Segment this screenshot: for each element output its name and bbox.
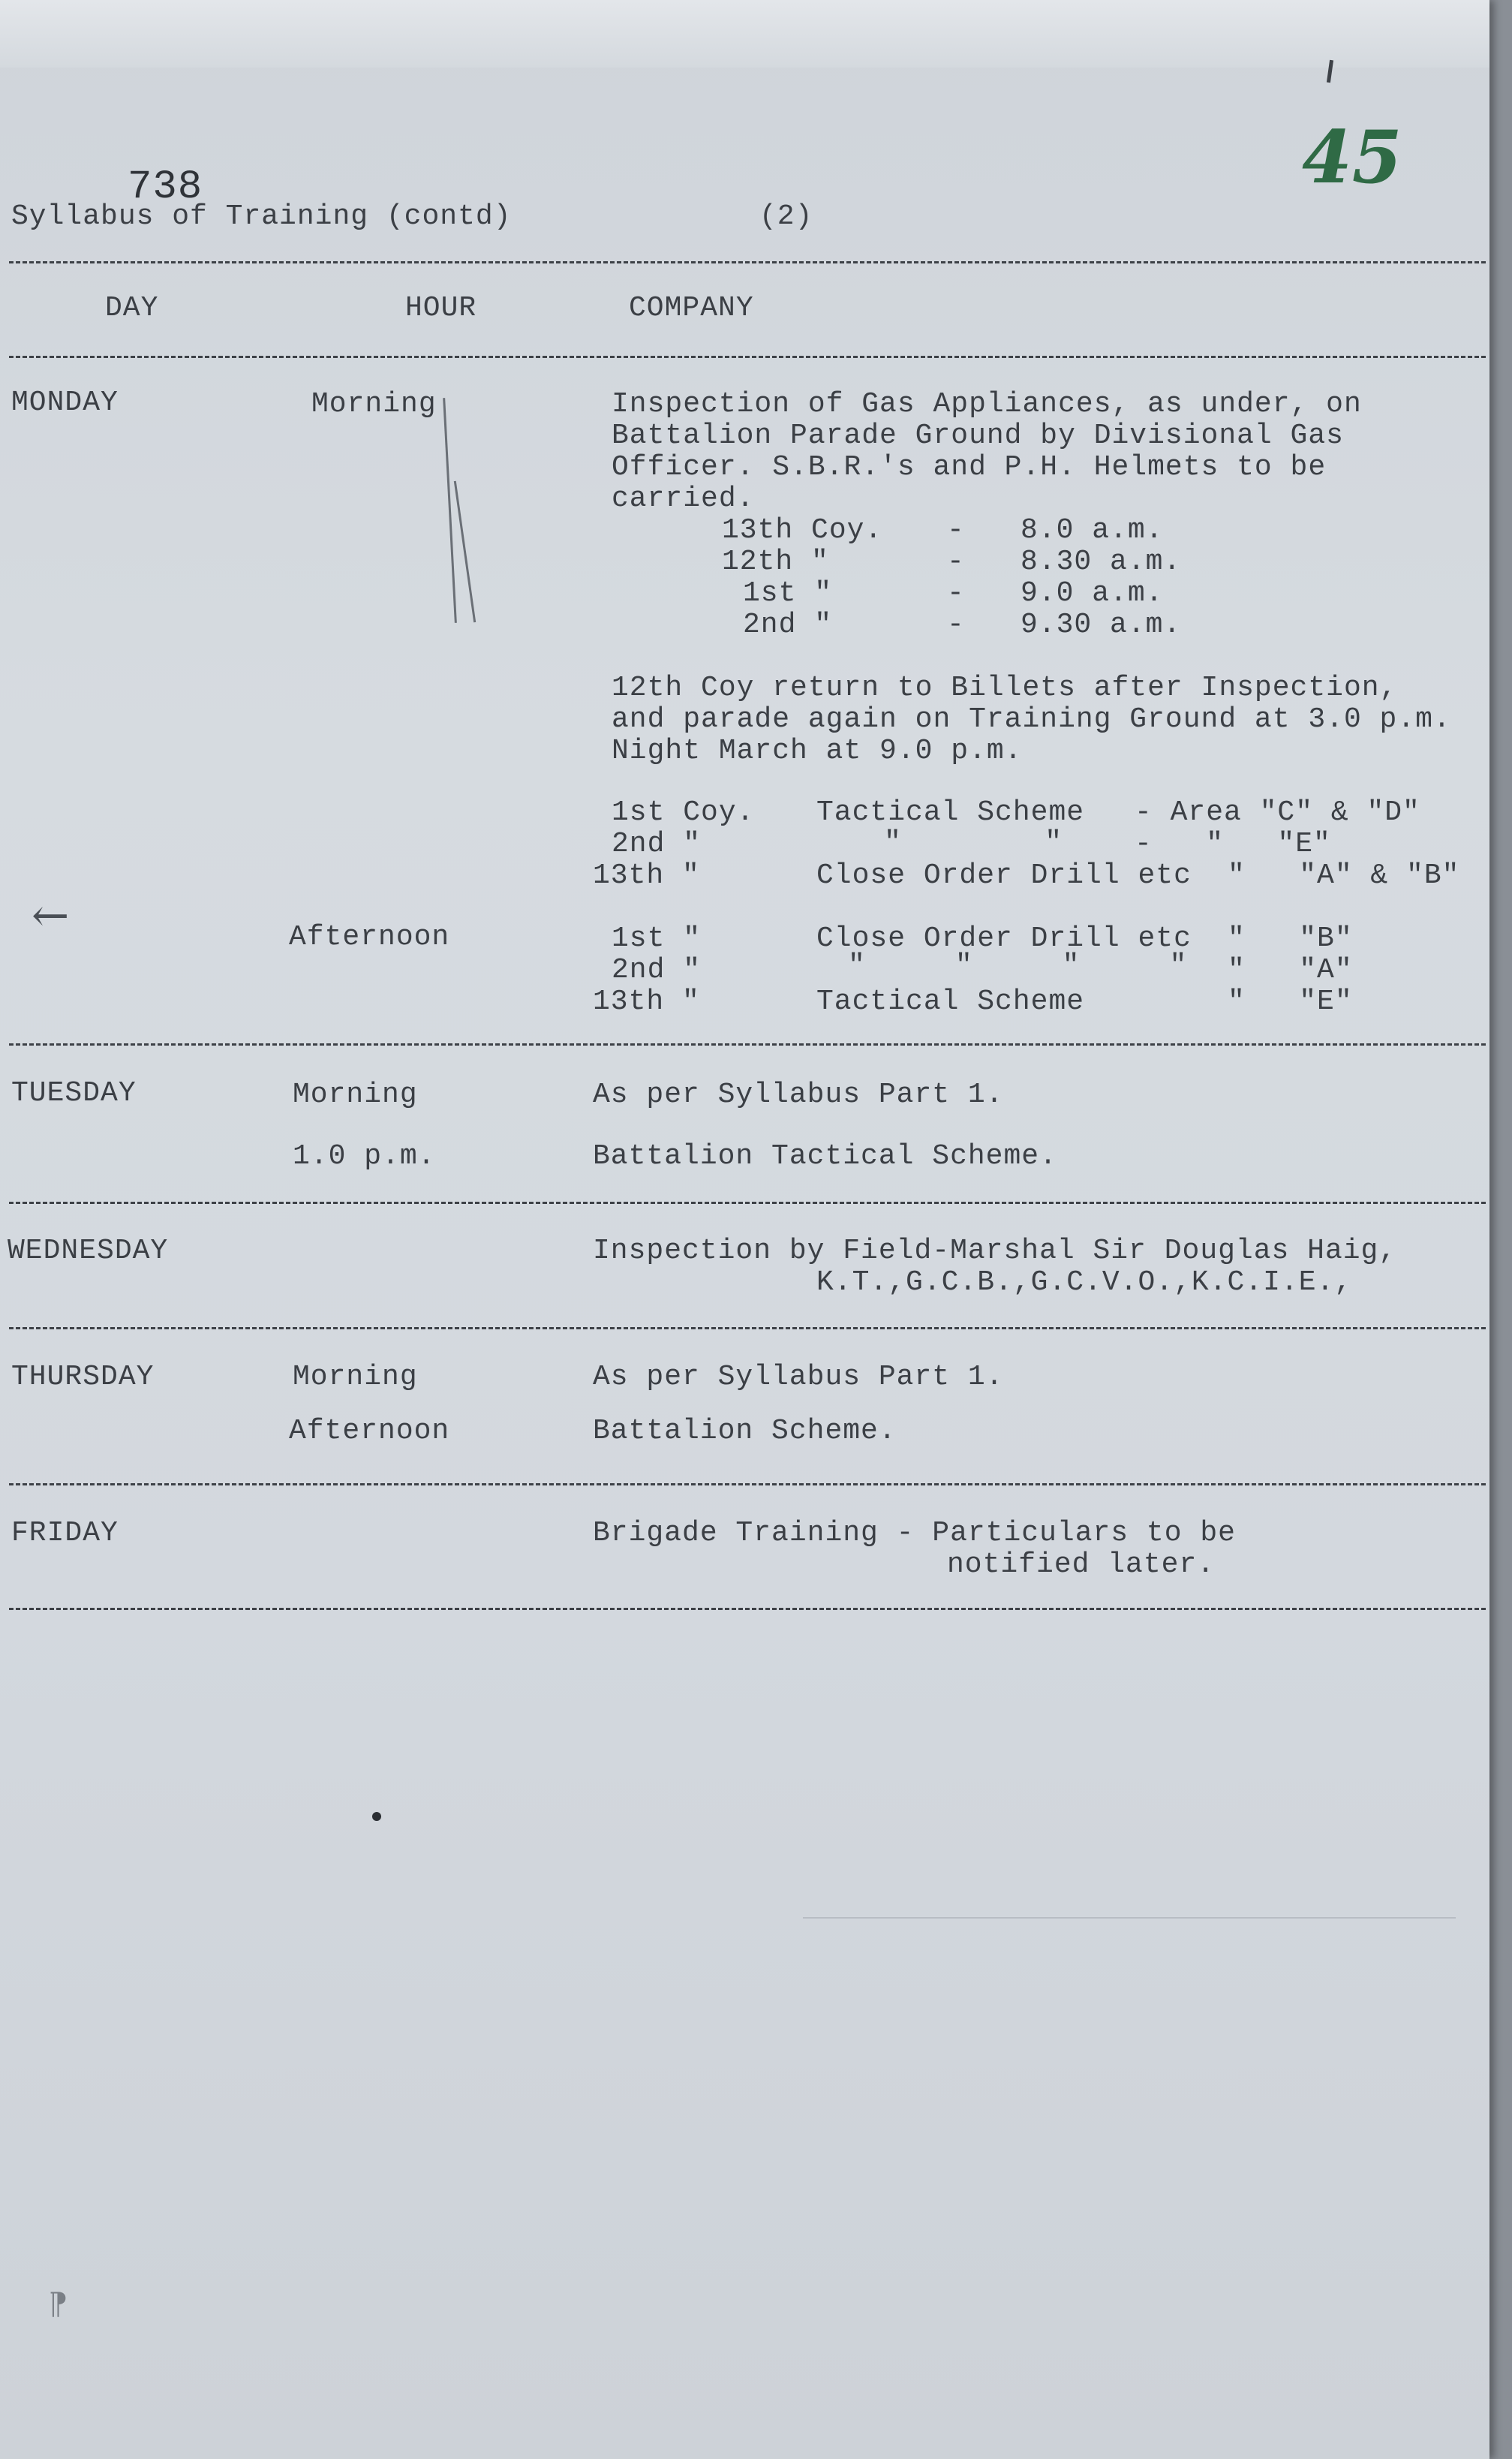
pencil-stroke — [454, 481, 476, 623]
tactics-area: " "E" — [1228, 986, 1353, 1018]
monday-morning: Morning — [311, 388, 437, 420]
reference-number: 738 — [128, 164, 203, 210]
friday-line-2: notified later. — [947, 1549, 1216, 1581]
rule-friday — [9, 1608, 1486, 1610]
page-top-edge — [0, 0, 1489, 68]
gas-schedule-dash: - — [947, 609, 965, 641]
rule-tuesday — [9, 1202, 1486, 1204]
tuesday-text-2: Battalion Tactical Scheme. — [593, 1140, 1057, 1172]
column-header-company: COMPANY — [629, 292, 754, 324]
day-tuesday: TUESDAY — [11, 1077, 137, 1109]
thursday-hour-1: Morning — [293, 1361, 418, 1393]
thursday-text-2: Battalion Scheme. — [593, 1415, 897, 1447]
tactics-activity: Tactical Scheme — [816, 796, 1085, 829]
tactics-activity: Close Order Drill etc — [816, 859, 1192, 892]
day-friday: FRIDAY — [11, 1517, 119, 1549]
pencil-mark: ← — [32, 889, 70, 942]
faint-rule — [803, 1917, 1456, 1919]
column-header-hour: HOUR — [405, 292, 477, 324]
gas-schedule-coy: 12th " — [722, 546, 829, 578]
tactics-coy: 2nd " — [612, 828, 702, 860]
tuesday-hour-1: Morning — [293, 1079, 418, 1111]
tactics-area: " "A" — [1228, 954, 1353, 986]
tactics-area: " "A" & "B" — [1228, 859, 1460, 892]
pencil-stroke — [443, 398, 457, 623]
rule-thursday — [9, 1483, 1486, 1485]
day-monday: MONDAY — [11, 387, 119, 419]
tactics-activity: Tactical Scheme — [816, 986, 1085, 1018]
tactics-coy: 13th " — [593, 986, 700, 1018]
gas-schedule-time: 8.30 a.m. — [1021, 546, 1182, 578]
tuesday-hour-2: 1.0 p.m. — [293, 1140, 436, 1172]
tactics-area: - " "E" — [1135, 828, 1331, 860]
gas-schedule-coy: 2nd " — [743, 609, 833, 641]
tactics-area: " "B" — [1228, 923, 1353, 955]
folio-number: 45 — [1302, 115, 1402, 200]
tactics-activity: " " " " — [848, 950, 1188, 982]
gas-line-3: Officer. S.B.R.'s and P.H. Helmets to be — [612, 451, 1327, 483]
gas-schedule-time: 9.30 a.m. — [1021, 609, 1182, 641]
monday-afternoon: Afternoon — [289, 921, 450, 953]
gas-line-4: carried. — [612, 483, 755, 515]
rule-header — [9, 356, 1486, 358]
day-wednesday: WEDNESDAY — [8, 1235, 169, 1267]
wednesday-line-1: Inspection by Field-Marshal Sir Douglas Haig, — [593, 1235, 1397, 1267]
gas-schedule-dash: - — [947, 546, 965, 578]
gas-line-2: Battalion Parade Ground by Divisional Gas — [612, 420, 1344, 452]
friday-line-1: Brigade Training - Particulars to be — [593, 1517, 1236, 1549]
gas-schedule-time: 9.0 a.m. — [1021, 577, 1164, 609]
tactics-area: - Area "C" & "D" — [1135, 796, 1420, 829]
day-thursday: THURSDAY — [11, 1361, 155, 1393]
tactics-coy: 1st Coy. — [612, 796, 755, 829]
ink-dot — [372, 1812, 381, 1821]
billets-line-3: Night March at 9.0 p.m. — [612, 735, 1023, 767]
tactics-coy: 1st " — [612, 923, 702, 955]
gas-schedule-coy: 1st " — [743, 577, 833, 609]
page-marker: (2) — [759, 200, 813, 233]
billets-line-2: and parade again on Training Ground at 3.0 p.m. — [612, 703, 1451, 736]
rule-top — [9, 261, 1486, 263]
gas-schedule-coy: 13th Coy. — [722, 514, 883, 546]
gas-schedule-time: 8.0 a.m. — [1021, 514, 1164, 546]
column-header-day: DAY — [105, 292, 159, 324]
tactics-activity: Close Order Drill etc — [816, 923, 1192, 955]
tactics-coy: 2nd " — [612, 954, 702, 986]
tactics-activity: " " — [884, 826, 1063, 859]
rule-wednesday — [9, 1327, 1486, 1329]
tuesday-text-1: As per Syllabus Part 1. — [593, 1079, 1004, 1111]
billets-line-1: 12th Coy return to Billets after Inspection, — [612, 672, 1398, 704]
wednesday-line-2: K.T.,G.C.B.,G.C.V.O.,K.C.I.E., — [816, 1266, 1353, 1299]
pencil-mark: ⁋ — [49, 2287, 68, 2322]
gas-schedule-dash: - — [947, 514, 965, 546]
document-title: Syllabus of Training (contd) — [11, 200, 512, 233]
thursday-hour-2: Afternoon — [289, 1415, 450, 1447]
gas-schedule-dash: - — [947, 577, 965, 609]
gas-line-1: Inspection of Gas Appliances, as under, on — [612, 388, 1362, 420]
rule-monday — [9, 1043, 1486, 1046]
tactics-coy: 13th " — [593, 859, 700, 892]
thursday-text-1: As per Syllabus Part 1. — [593, 1361, 1004, 1393]
